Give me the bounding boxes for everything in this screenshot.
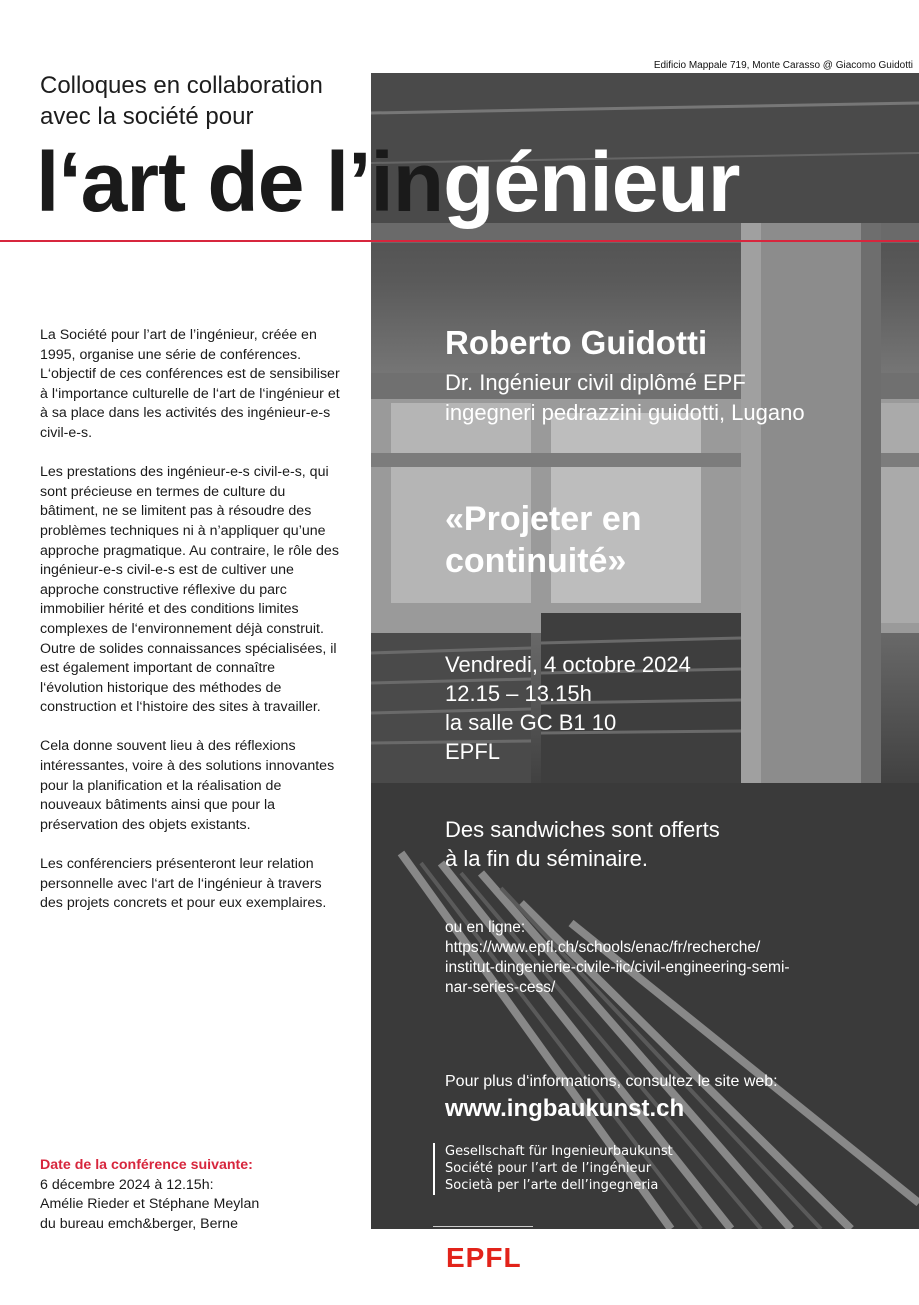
- intro-paragraph-3: Cela donne souvent lieu à des réflexions intéressantes, voire à des solutions innovantes pour la planification et la réalisation de nouveaux bâtiments ainsi que pour la préservation des objets existants.: [40, 738, 335, 833]
- red-divider: [0, 240, 919, 242]
- talk-title: [445, 498, 745, 582]
- society-name-de: Gesellschaft für Ingenieurbaukunst: [445, 1144, 673, 1159]
- speaker-role-line-1: Dr. Ingénieur civil diplômé EPF: [445, 370, 746, 395]
- talk-title-line-1: «Projeter en: [445, 500, 642, 538]
- main-title: [36, 132, 740, 232]
- event-room: la salle GC B1 10: [445, 710, 617, 735]
- online-url-line-3[interactable]: nar-series-cess/: [445, 979, 556, 996]
- subtitle-line-1: Colloques en collaboration: [40, 72, 323, 99]
- online-url-line-2[interactable]: institut-dingenierie-civile-iic/civil-engineering-semi-: [445, 959, 790, 976]
- online-link-block: [445, 918, 865, 998]
- speaker-role-line-2: ingegneri pedrazzini guidotti, Lugano: [445, 400, 805, 425]
- society-name-it: Società per l’arte dell’ingegneria: [445, 1178, 659, 1193]
- event-time: 12.15 – 13.15h: [445, 681, 592, 706]
- talk-title-line-2: continuité»: [445, 542, 627, 580]
- society-name-fr: Société pour l’art de l’ingénieur: [445, 1161, 652, 1176]
- epfl-logo: EPFL: [446, 1242, 522, 1273]
- intro-paragraph-1: La Société pour l’art de l’ingénieur, créée en 1995, organise une série de conférences. L‘objectif de ces conférences est de sensibiliser à l‘importance culturelle de l‘art de l‘ingénieur et à sa place dans les activités des ingénieur-e-s civil-e-s.: [40, 327, 340, 441]
- online-url-line-1[interactable]: https://www.epfl.ch/schools/enac/fr/recherche/: [445, 939, 761, 956]
- event-date: Vendredi, 4 octobre 2024: [445, 652, 691, 677]
- catering-line-2: à la fin du séminaire.: [445, 846, 648, 871]
- online-label: ou en ligne:: [445, 919, 526, 936]
- more-info-label: Pour plus d‘informations, consultez le site web:: [445, 1073, 778, 1090]
- next-conference-date: 6 décembre 2024 à 12.15h:: [40, 1176, 214, 1193]
- next-conference-speakers: Amélie Rieder et Stéphane Meylan: [40, 1196, 260, 1212]
- website-link[interactable]: www.ingbaukunst.ch: [445, 1095, 685, 1122]
- intro-paragraph-4: Les conférenciers présenteront leur relation personnelle avec l‘art de l‘ingénieur à travers des projets concrets et pour eux exemplaires.: [40, 856, 327, 912]
- next-conference: [40, 1156, 340, 1234]
- event-info: [445, 650, 691, 766]
- event-place: EPFL: [445, 739, 501, 764]
- catering-line-1: Des sandwiches sont offerts: [445, 817, 720, 842]
- next-conference-office: du bureau emch&berger, Berne: [40, 1215, 238, 1232]
- series-subtitle: [40, 70, 370, 132]
- society-bar: [433, 1143, 435, 1195]
- intro-text: [40, 326, 342, 933]
- main-title-part-2: génieur: [443, 135, 740, 229]
- main-title-part-1: l‘art de l’in: [36, 135, 444, 229]
- society-names: [445, 1143, 673, 1194]
- catering-note: [445, 815, 720, 873]
- speaker-name: Roberto Guidotti: [445, 324, 708, 361]
- speaker-role: [445, 368, 805, 428]
- photo-credit: Edificio Mappale 719, Monte Carasso @ Giacomo Guidotti: [653, 60, 913, 71]
- logo-divider: [433, 1226, 533, 1227]
- next-conference-heading: Date de la conférence suivante:: [40, 1157, 253, 1173]
- intro-paragraph-2: Les prestations des ingénieur-e-s civil-e-s, qui sont précieuse en termes de culture du bâtiment, ne se limitent pas à résoudre des problèmes techniques ni à n’appliquer qu’une approche pragmatique. Au contraire, le rôle des ingénieur-e-s civil-e-s est de cultiver une approche constructive réflexive du parc immobilier hérité et des conditions limites complexes de l‘environnement déjà construit. Outre de solides connaissances spécialisées, il est également important de connaître l‘évolution historique des méthodes de construction et l‘histoire des sites à travailler.: [40, 464, 339, 716]
- subtitle-line-2: avec la société pour: [40, 103, 254, 130]
